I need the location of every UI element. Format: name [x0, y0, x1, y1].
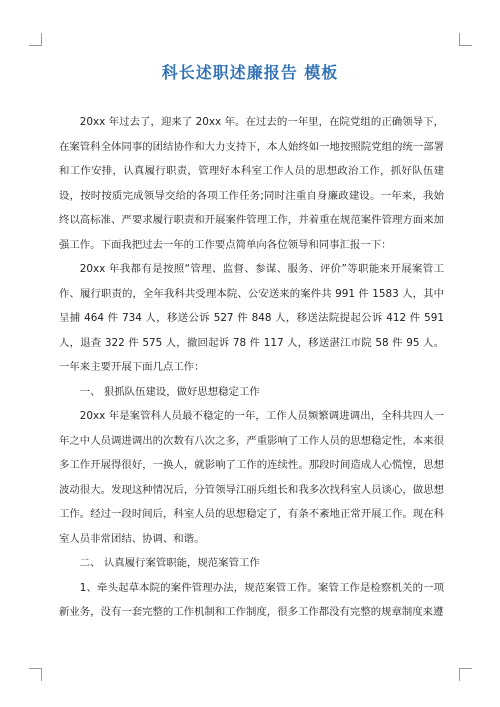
paragraph-summary: 20xx 年我都有是按照“管理、监督、参谋、服务、评价”等职能来开展案管工作、履行职责的，全年我科共受理本院、公安送来的案件共 991 件 1583 人，其中呈捕 464 件 734 人，移送公诉 527 件 848 人，移送法院提起公诉 412 件 591 人，退查 322 件 575 人，撤回起诉 78 件 117 人，移送湛江市院 58 件 95 人。一年来主要开展下面几点工作：	[59, 263, 444, 373]
crop-mark-bottom-right	[459, 668, 472, 681]
document-body	[59, 110, 444, 625]
section-heading-1: 一、 狠抓队伍建设，做好思想稳定工作	[79, 385, 260, 398]
paragraph-team-building: 20xx 年是案管科人员最不稳定的一年，工作人员频繁调进调出，全科共四人一年之中人员调进调出的次数有八次之多，严重影响了工作人员的思想稳定性，本来很多工作开展得很好，一换人，就影响了工作的连续性。那段时间造成人心慌惶，思想波动很大。发现这种情况后，分管领导江丽兵组长和我多次找科室人员谈心，做思想工作。经过一段时间后，科室人员的思想稳定了，有条不紊地正常开展工作。现在科室人员非常团结、协调、和谐。	[59, 410, 444, 545]
paragraph-intro: 20xx 年过去了，迎来了 20xx 年。在过去的一年里，在院党组的正确领导下，在案管科全体同事的团结协作和大力支持下，本人始终如一地按照院党组的统一部署和工作安排，认真履行职责，管理好本科室工作人员的思想政治工作，抓好队伍建设，按时按质完成领导交给的各项工作任务;同时注重自身廉政建设。一年来，我始终以高标准、严要求履行职责和开展案件管理工作，并着重在规范案件管理方面来加强工作。下面我把过去一年的工作要点简单向各位领导和同事汇报一下：	[59, 116, 444, 251]
document-title: 科长述职述廉报告 模板	[161, 63, 339, 82]
section-heading-2: 二、 认真履行案管职能，规范案管工作	[79, 557, 260, 569]
crop-mark-bottom-left	[29, 668, 42, 681]
paragraph-case-management: 1、牵头起草本院的案件管理办法，规范案管工作。案管工作是检察机关的一项新业务，没有一套完整的工作机制和工作制度，很多工作都没有完整的规章制度来遵	[59, 581, 444, 618]
crop-mark-top-left	[29, 33, 42, 46]
crop-mark-top-right	[459, 33, 472, 46]
